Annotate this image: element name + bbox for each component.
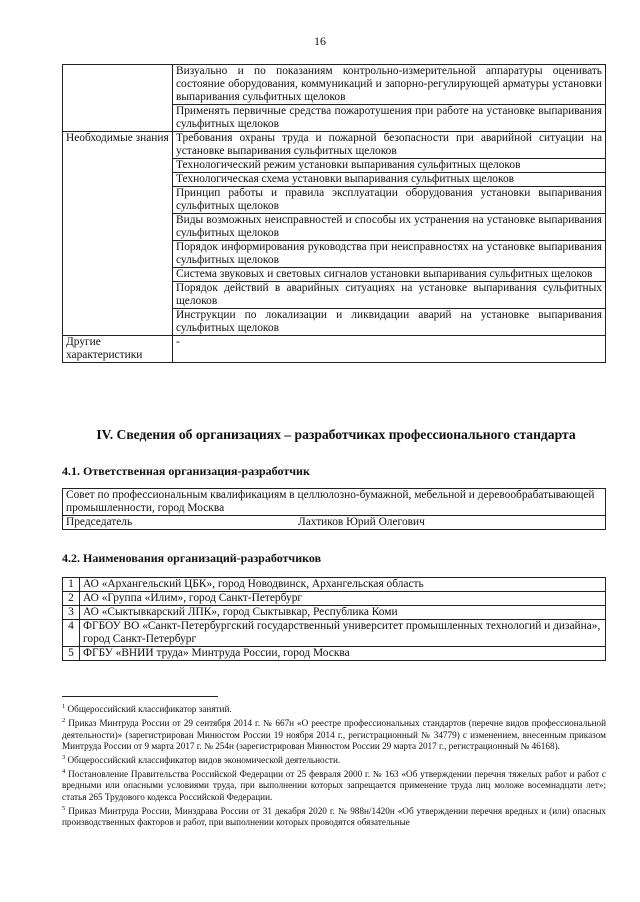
section-title: IV. Сведения об организациях – разработчиках профессионального стандарта [96,427,576,442]
qualification-table [62,64,606,363]
skill-item: Визуально и по показаниям контрольно-измерительной аппаратуры оценивать состояние оборудования, коммуникаций и запорно-регулирующей арматуры установки выпаривания сульфитных щелоков [173,65,606,105]
knowledge-item: Технологический режим установки выпаривания сульфитных щелоков [173,159,606,173]
table-row [63,647,606,661]
table-row [63,606,606,620]
page-number: 16 [314,34,326,48]
developer-name: АО «Группа «Илим», город Санкт-Петербург [80,592,606,606]
knowledge-item: Принцип работы и правила эксплуатации оборудования установки выпаривания сульфитных щелоков [173,187,606,214]
knowledge-item: Порядок информирования руководства при неисправностях на установке выпаривания сульфитных щелоков [173,241,606,268]
footnotes [62,701,606,828]
footnote-mark: 4 [62,768,66,776]
developer-name: ФГБУ «ВНИИ труда» Минтруда России, город Москва [80,647,606,661]
knowledge-item: Требования охраны труда и пожарной безопасности при аварийной ситуации на установке выпаривания сульфитных щелоков [173,132,606,159]
footnote [62,803,606,828]
developer-number: 2 [63,592,80,606]
footnote-text: Постановление Правительства Российской Федерации от 25 февраля 2000 г. № 163 «Об утверждении перечня тяжелых работ и работ с вредными или опасными условиями труда, при выполнении которых запрещается применение труда лиц моложе восемнадцати лет»; статья 265 Трудового кодекса Российской Федерации. [62,769,607,802]
knowledge-item: Виды возможных неисправностей и способы их устранения на установке выпаривания сульфитных щелоков [173,214,606,241]
chair-label: Председатель [66,516,133,528]
footnote-mark: 5 [62,804,66,812]
table-row [63,620,606,647]
row-label-knowledge: Необходимые знания [63,132,173,336]
footnote-divider [62,696,218,697]
knowledge-item: Инструкции по локализации и ликвидации аварий на установке выпаривания сульфитных щелоков [173,309,606,336]
developers-table [62,577,606,661]
chair-row [63,516,606,530]
footnote [62,766,606,803]
footnote [62,715,606,752]
other-value: - [173,336,606,363]
developers-heading: 4.2. Наименования организаций-разработчиков [62,551,322,565]
skill-item: Применять первичные средства пожаротушения при работе на установке выпаривания сульфитных щелоков [173,105,606,132]
footnote-text: Общероссийский классификатор видов экономической деятельности. [67,755,341,765]
row-label-other: Другие характеристики [63,336,173,363]
table-row [63,578,606,592]
chair-name: Лахтиков Юрий Олегович [298,516,425,528]
footnote [62,701,606,715]
knowledge-item: Система звуковых и световых сигналов установки выпаривания сульфитных щелоков [173,268,606,282]
responsible-heading: 4.1. Ответственная организация-разработчик [62,464,310,478]
footnote [62,752,606,766]
footnote-text: Общероссийский классификатор занятий. [67,704,232,715]
footnote-text: Приказ Минтруда России от 29 сентября 2014 г. № 667н «О реестре профессиональных стандартов (перечне видов профессиональной деятельности)» (зарегистрирован Минюстом России 19 ноября 2014 г., регистрационный № 34779) с изменением, внесенным приказом Минтруда России от 9 марта 2017 г. № 254н (зарегистрирован Минюстом России 29 марта 2017 г., регистрационный № 46168). [62,718,607,751]
developer-name: АО «Сыктывкарский ЛПК», город Сыктывкар, Республика Коми [80,606,606,620]
responsible-org-table [62,488,606,530]
footnote-mark: 1 [62,703,66,710]
responsible-org-name: Совет по профессиональным квалификациям в целлюлозно-бумажной, мебельной и деревообрабатывающей промышленности, город Москва [63,489,606,516]
developer-number: 1 [63,578,80,592]
table-row [63,592,606,606]
developer-name: АО «Архангельский ЦБК», город Новодвинск, Архангельская область [80,578,606,592]
knowledge-item: Порядок действий в аварийных ситуациях на установке выпаривания сульфитных щелоков [173,282,606,309]
row-label-skills [63,65,173,132]
knowledge-item: Технологическая схема установки выпаривания сульфитных щелоков [173,173,606,187]
footnote-text: Приказ Минтруда России, Минздрава России от 31 декабря 2020 г. № 988н/1420н «Об утверждении перечня вредных и (или) опасных производственных факторов и работ, при выполнении которых проводятся обязательные [62,805,607,828]
developer-number: 3 [63,606,80,620]
developer-number: 5 [63,647,80,661]
developer-name: ФГБОУ ВО «Санкт-Петербургский государственный университет промышленных технологий и дизайна», город Санкт-Петербург [80,620,606,647]
footnote-mark: 2 [62,717,66,725]
footnote-mark: 3 [62,753,66,761]
developer-number: 4 [63,620,80,647]
